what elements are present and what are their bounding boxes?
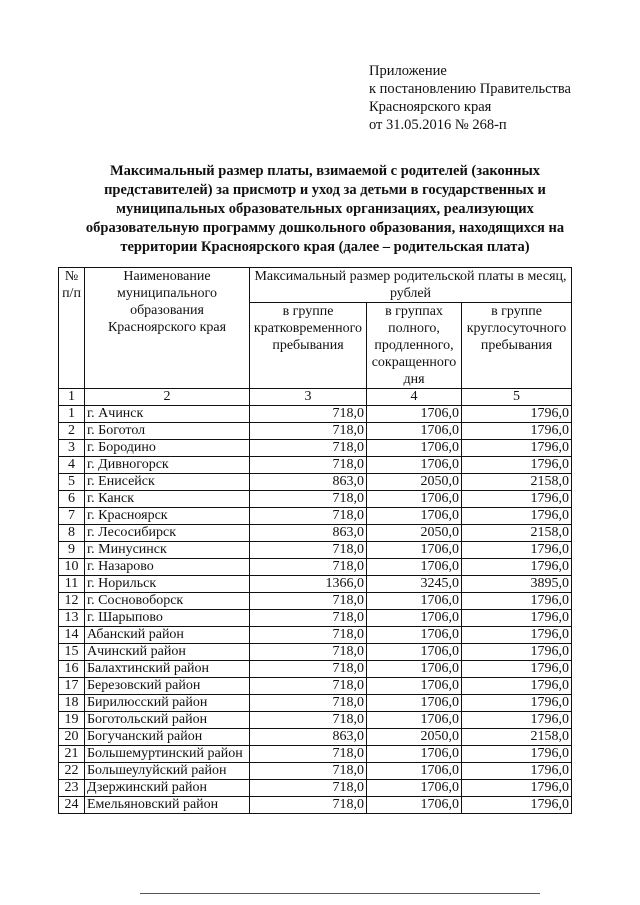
table-row xyxy=(59,712,572,729)
table-row xyxy=(59,542,572,559)
fee-full-day: 1706,0 xyxy=(367,627,462,644)
column-number: 4 xyxy=(367,389,462,406)
fee-round-clock: 1796,0 xyxy=(462,780,572,797)
fee-round-clock: 1796,0 xyxy=(462,797,572,814)
municipality-name: г. Сосновоборск xyxy=(85,593,250,610)
municipality-name: Емельяновский район xyxy=(85,797,250,814)
municipality-name: Дзержинский район xyxy=(85,780,250,797)
column-number: 3 xyxy=(250,389,367,406)
title-line: образовательную программу дошкольного образования, находящихся на xyxy=(85,220,565,236)
fee-full-day: 1706,0 xyxy=(367,491,462,508)
table-row xyxy=(59,559,572,576)
fee-short-stay: 718,0 xyxy=(250,678,367,695)
column-number: 1 xyxy=(59,389,85,406)
municipality-name: Боготольский район xyxy=(85,712,250,729)
row-number: 4 xyxy=(59,457,85,474)
title-line: Максимальный размер платы, взимаемой с родителей (законных xyxy=(109,163,541,179)
row-number: 13 xyxy=(59,610,85,627)
fee-full-day: 1706,0 xyxy=(367,780,462,797)
table-row xyxy=(59,797,572,814)
header-municipality: Наименование муниципального образования Красноярского края xyxy=(85,268,250,389)
title-line: территории Красноярского края (далее – родительская плата) xyxy=(120,239,530,255)
municipality-name: г. Минусинск xyxy=(85,542,250,559)
page-bottom-rule xyxy=(140,893,540,894)
fee-full-day: 1706,0 xyxy=(367,593,462,610)
fee-round-clock: 1796,0 xyxy=(462,763,572,780)
appendix-line: к постановлению Правительства xyxy=(369,81,571,97)
municipality-name: Абанский район xyxy=(85,627,250,644)
municipality-name: г. Красноярск xyxy=(85,508,250,525)
municipality-name: г. Назарово xyxy=(85,559,250,576)
municipality-name: Богучанский район xyxy=(85,729,250,746)
row-number: 10 xyxy=(59,559,85,576)
fee-round-clock: 1796,0 xyxy=(462,695,572,712)
fee-round-clock: 1796,0 xyxy=(462,491,572,508)
municipality-name: Балахтинский район xyxy=(85,661,250,678)
municipality-name: г. Дивногорск xyxy=(85,457,250,474)
fee-round-clock: 1796,0 xyxy=(462,593,572,610)
fee-short-stay: 863,0 xyxy=(250,525,367,542)
fee-full-day: 2050,0 xyxy=(367,474,462,491)
municipality-name: г. Канск xyxy=(85,491,250,508)
fee-full-day: 1706,0 xyxy=(367,542,462,559)
title-line: муниципальных образовательных организациях, реализующих xyxy=(116,201,534,217)
fee-short-stay: 718,0 xyxy=(250,440,367,457)
title-line: представителей) за присмотр и уход за детьми в государственных и xyxy=(104,182,546,198)
row-number: 21 xyxy=(59,746,85,763)
row-number: 22 xyxy=(59,763,85,780)
table-row xyxy=(59,780,572,797)
fee-round-clock: 2158,0 xyxy=(462,729,572,746)
table-row xyxy=(59,491,572,508)
table-row xyxy=(59,593,572,610)
municipality-name: Большеулуйский район xyxy=(85,763,250,780)
appendix-line: Красноярского края xyxy=(369,99,492,115)
header-round-clock: в группе круглосуточного пребывания xyxy=(462,303,572,389)
table-row xyxy=(59,423,572,440)
column-number: 2 xyxy=(85,389,250,406)
fee-round-clock: 1796,0 xyxy=(462,627,572,644)
fee-full-day: 1706,0 xyxy=(367,406,462,423)
fee-short-stay: 718,0 xyxy=(250,406,367,423)
document-title xyxy=(60,162,590,257)
fee-short-stay: 718,0 xyxy=(250,661,367,678)
row-number: 24 xyxy=(59,797,85,814)
row-number: 3 xyxy=(59,440,85,457)
fee-round-clock: 3895,0 xyxy=(462,576,572,593)
fee-round-clock: 2158,0 xyxy=(462,525,572,542)
fee-round-clock: 1796,0 xyxy=(462,661,572,678)
fee-short-stay: 718,0 xyxy=(250,644,367,661)
fee-round-clock: 1796,0 xyxy=(462,423,572,440)
row-number: 6 xyxy=(59,491,85,508)
fee-round-clock: 1796,0 xyxy=(462,644,572,661)
fee-short-stay: 718,0 xyxy=(250,712,367,729)
fee-full-day: 1706,0 xyxy=(367,746,462,763)
municipality-name: Бирилюсский район xyxy=(85,695,250,712)
fee-table xyxy=(58,267,572,814)
fee-round-clock: 1796,0 xyxy=(462,542,572,559)
row-number: 5 xyxy=(59,474,85,491)
fee-full-day: 1706,0 xyxy=(367,423,462,440)
table-row xyxy=(59,440,572,457)
table-row xyxy=(59,763,572,780)
header-full-day: в группах полного, продленного, сокращенного дня xyxy=(367,303,462,389)
table-row xyxy=(59,525,572,542)
fee-round-clock: 1796,0 xyxy=(462,440,572,457)
table-row xyxy=(59,746,572,763)
fee-full-day: 1706,0 xyxy=(367,559,462,576)
municipality-name: Березовский район xyxy=(85,678,250,695)
table-row xyxy=(59,695,572,712)
fee-short-stay: 718,0 xyxy=(250,491,367,508)
fee-short-stay: 863,0 xyxy=(250,729,367,746)
row-number: 20 xyxy=(59,729,85,746)
fee-full-day: 2050,0 xyxy=(367,525,462,542)
appendix-line: Приложение xyxy=(369,63,447,79)
fee-full-day: 1706,0 xyxy=(367,797,462,814)
municipality-name: Ачинский район xyxy=(85,644,250,661)
fee-short-stay: 1366,0 xyxy=(250,576,367,593)
table-row xyxy=(59,406,572,423)
municipality-name: г. Норильск xyxy=(85,576,250,593)
header-num: № п/п xyxy=(59,268,85,389)
municipality-name: г. Енисейск xyxy=(85,474,250,491)
fee-full-day: 1706,0 xyxy=(367,440,462,457)
fee-round-clock: 2158,0 xyxy=(462,474,572,491)
fee-full-day: 1706,0 xyxy=(367,457,462,474)
column-number-row xyxy=(59,389,572,406)
table-row xyxy=(59,474,572,491)
row-number: 9 xyxy=(59,542,85,559)
table-row xyxy=(59,661,572,678)
fee-full-day: 1706,0 xyxy=(367,695,462,712)
row-number: 1 xyxy=(59,406,85,423)
municipality-name: г. Бородино xyxy=(85,440,250,457)
fee-full-day: 1706,0 xyxy=(367,712,462,729)
row-number: 8 xyxy=(59,525,85,542)
fee-short-stay: 718,0 xyxy=(250,780,367,797)
fee-full-day: 2050,0 xyxy=(367,729,462,746)
municipality-name: Большемуртинский район xyxy=(85,746,250,763)
fee-short-stay: 718,0 xyxy=(250,627,367,644)
header-max-fee: Максимальный размер родительской платы в месяц, рублей xyxy=(250,268,572,303)
fee-full-day: 3245,0 xyxy=(367,576,462,593)
fee-short-stay: 718,0 xyxy=(250,423,367,440)
fee-round-clock: 1796,0 xyxy=(462,559,572,576)
fee-short-stay: 718,0 xyxy=(250,763,367,780)
municipality-name: г. Лесосибирск xyxy=(85,525,250,542)
fee-full-day: 1706,0 xyxy=(367,678,462,695)
fee-round-clock: 1796,0 xyxy=(462,746,572,763)
table-row xyxy=(59,610,572,627)
fee-round-clock: 1796,0 xyxy=(462,406,572,423)
table-row xyxy=(59,627,572,644)
fee-round-clock: 1796,0 xyxy=(462,712,572,729)
fee-round-clock: 1796,0 xyxy=(462,457,572,474)
row-number: 11 xyxy=(59,576,85,593)
municipality-name: г. Шарыпово xyxy=(85,610,250,627)
fee-short-stay: 718,0 xyxy=(250,593,367,610)
municipality-name: г. Ачинск xyxy=(85,406,250,423)
table-row xyxy=(59,678,572,695)
table-header-row xyxy=(59,268,572,303)
fee-round-clock: 1796,0 xyxy=(462,508,572,525)
fee-round-clock: 1796,0 xyxy=(462,678,572,695)
row-number: 7 xyxy=(59,508,85,525)
fee-full-day: 1706,0 xyxy=(367,610,462,627)
fee-short-stay: 718,0 xyxy=(250,746,367,763)
header-short-stay: в группе кратковременного пребывания xyxy=(250,303,367,389)
fee-short-stay: 718,0 xyxy=(250,508,367,525)
row-number: 15 xyxy=(59,644,85,661)
appendix-block xyxy=(369,62,571,134)
fee-short-stay: 718,0 xyxy=(250,457,367,474)
table-row xyxy=(59,729,572,746)
row-number: 23 xyxy=(59,780,85,797)
table-row xyxy=(59,508,572,525)
fee-full-day: 1706,0 xyxy=(367,644,462,661)
table-row xyxy=(59,576,572,593)
municipality-name: г. Боготол xyxy=(85,423,250,440)
fee-short-stay: 718,0 xyxy=(250,695,367,712)
fee-short-stay: 718,0 xyxy=(250,797,367,814)
table-row xyxy=(59,457,572,474)
fee-full-day: 1706,0 xyxy=(367,763,462,780)
row-number: 16 xyxy=(59,661,85,678)
table-row xyxy=(59,644,572,661)
fee-full-day: 1706,0 xyxy=(367,508,462,525)
appendix-line: от 31.05.2016 № 268-п xyxy=(369,117,507,133)
fee-short-stay: 718,0 xyxy=(250,610,367,627)
row-number: 2 xyxy=(59,423,85,440)
fee-short-stay: 863,0 xyxy=(250,474,367,491)
row-number: 18 xyxy=(59,695,85,712)
fee-short-stay: 718,0 xyxy=(250,559,367,576)
fee-round-clock: 1796,0 xyxy=(462,610,572,627)
fee-full-day: 1706,0 xyxy=(367,661,462,678)
row-number: 14 xyxy=(59,627,85,644)
row-number: 12 xyxy=(59,593,85,610)
fee-short-stay: 718,0 xyxy=(250,542,367,559)
row-number: 19 xyxy=(59,712,85,729)
row-number: 17 xyxy=(59,678,85,695)
column-number: 5 xyxy=(462,389,572,406)
